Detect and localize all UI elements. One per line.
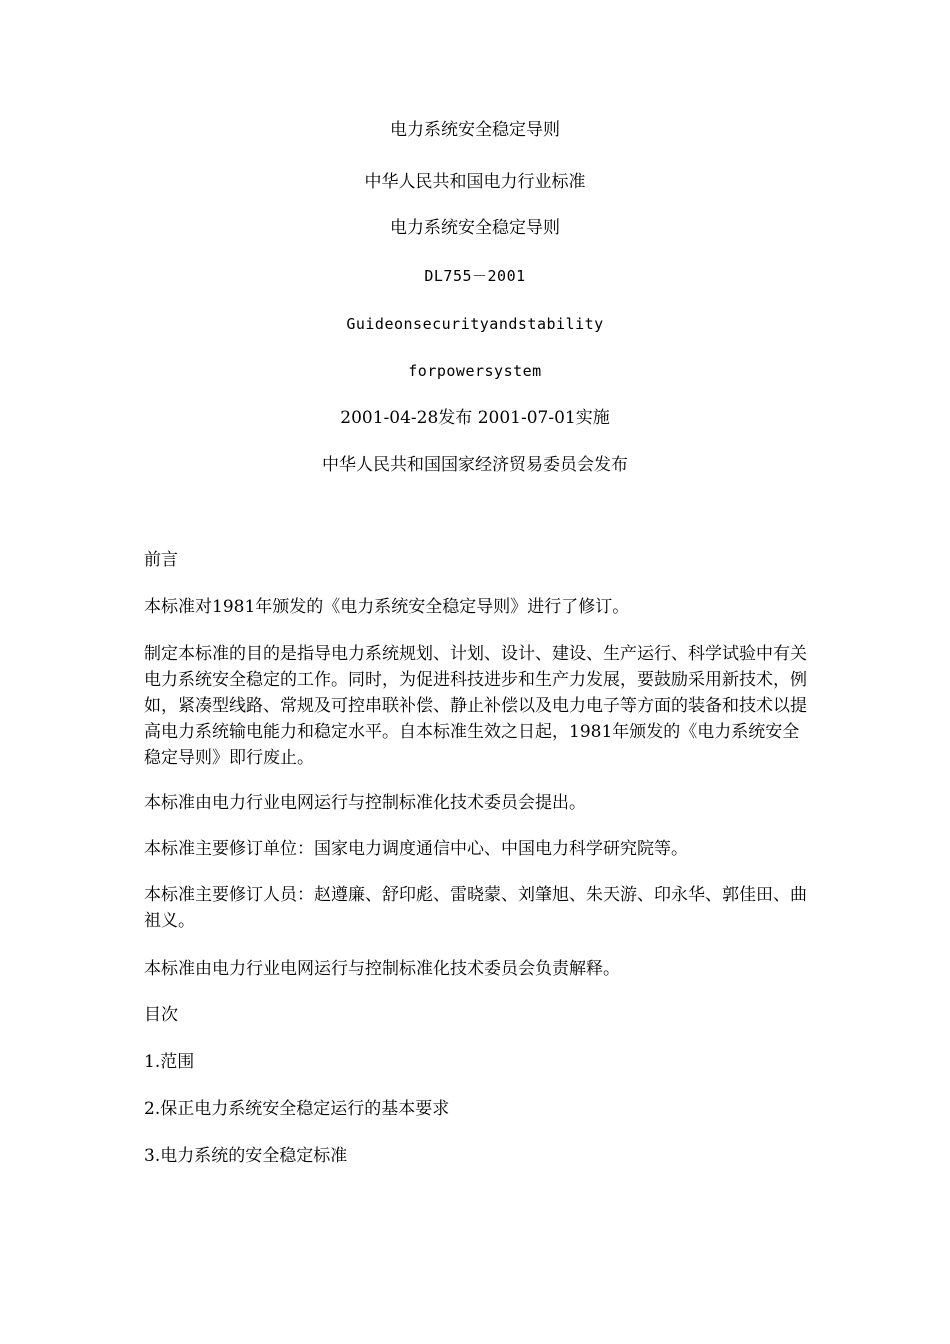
toc-item: 2.保正电力系统安全稳定运行的基本要求 (144, 1099, 450, 1119)
document-title: 电力系统安全稳定导则 (390, 120, 560, 140)
publisher-line: 中华人民共和国国家经济贸易委员会发布 (322, 455, 628, 475)
toc-heading: 目次 (144, 1005, 178, 1025)
issuer-line: 中华人民共和国电力行业标准 (364, 172, 586, 192)
preface-paragraph-4: 本标准主要修订单位：国家电力调度通信中心、中国电力科学研究院等。 (144, 839, 688, 859)
preface-paragraph-6: 本标准由电力行业电网运行与控制标准化技术委员会负责解释。 (144, 959, 620, 979)
english-title-line-2: forpowersystem (408, 362, 542, 380)
publication-dates: 2001-04-28发布 2001-07-01实施 (340, 408, 610, 428)
preface-paragraph-5: 本标准主要修订人员：赵遵廉、舒印彪、雷晓蒙、刘肇旭、朱天游、印永华、郭佳田、曲祖义。 (144, 885, 807, 931)
toc-item: 1.范围 (144, 1052, 195, 1072)
toc-item: 3.电力系统的安全稳定标准 (144, 1146, 348, 1166)
preface-paragraph-1: 本标准对1981年颁发的《电力系统安全稳定导则》进行了修订。 (144, 597, 630, 617)
preface-heading: 前言 (144, 550, 178, 570)
preface-paragraph-3: 本标准由电力行业电网运行与控制标准化技术委员会提出。 (144, 793, 586, 813)
english-title-line-1: Guideonsecurityandstability (346, 315, 604, 333)
document-subtitle: 电力系统安全稳定导则 (390, 218, 560, 238)
standard-code: DL755－2001 (424, 267, 526, 285)
preface-paragraph-2: 制定本标准的目的是指导电力系统规划、计划、设计、建设、生产运行、科学试验中有关电力系统安全稳定的工作。同时，为促进科技进步和生产力发展，要鼓励采用新技术，例如，紧凑型线路、常规及可控串联补偿、静止补偿以及电力电子等方面的装备和技术以提高电力系统输电能力和稳定水平。自本标准生效之日起，1981年颁发的《电力系统安全稳定导则》即行废止。 (144, 644, 807, 768)
